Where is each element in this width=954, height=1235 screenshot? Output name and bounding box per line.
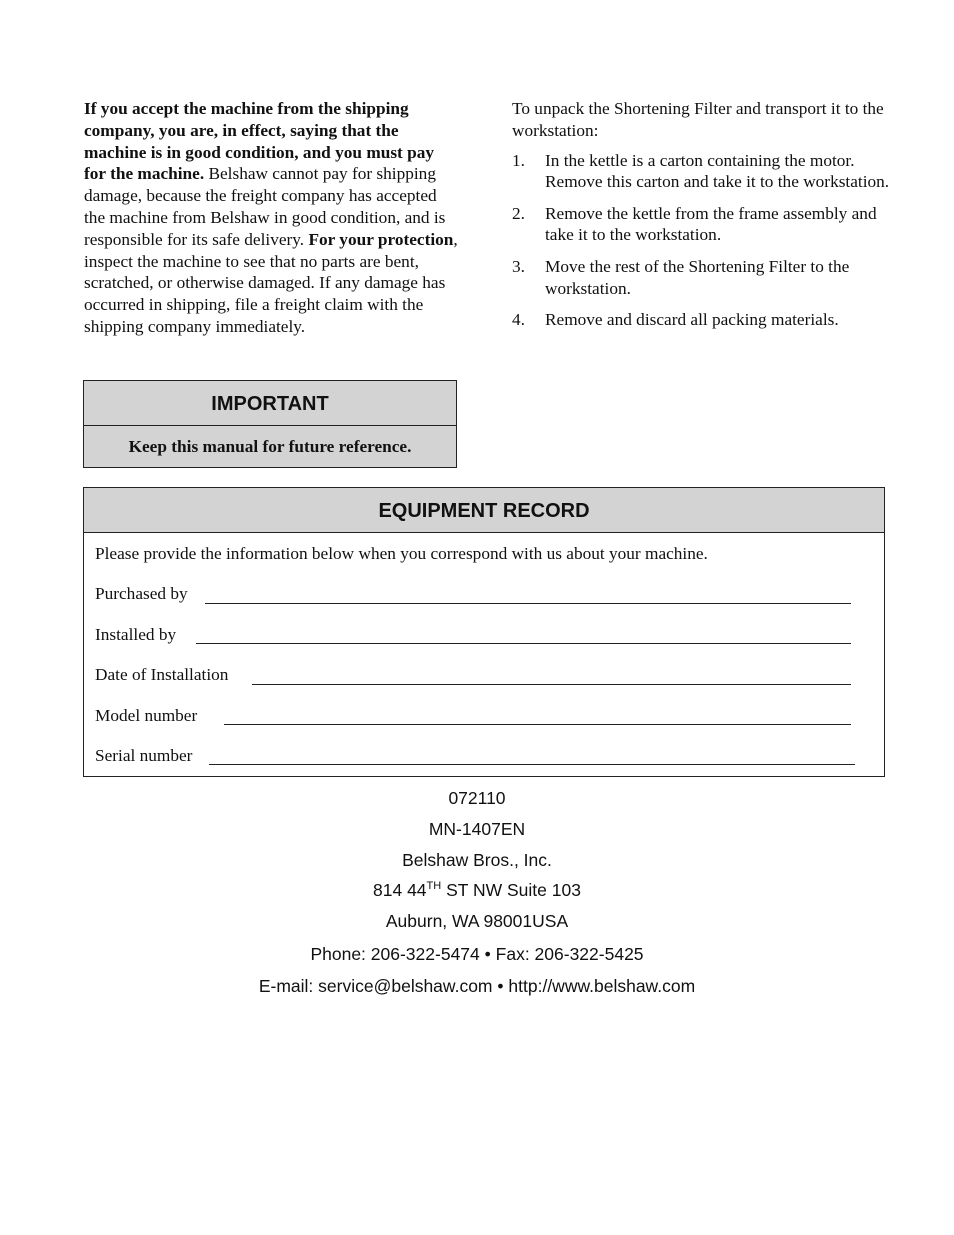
important-body: Keep this manual for future reference.: [128, 437, 412, 456]
unpack-intro: To unpack the Shortening Filter and transport it to the workstation:: [512, 99, 884, 140]
address-number: 814 44: [373, 880, 427, 900]
equipment-record-heading: EQUIPMENT RECORD: [84, 488, 884, 533]
protection-bold: For your protection: [308, 229, 454, 249]
shipping-notice-bold: If you accept the machine from the shipping company, you are, in effect, saying that the machine is in good condition, and you must pay for the machine.: [84, 99, 435, 184]
bullet-separator: •: [497, 976, 504, 996]
unpack-step: [512, 256, 892, 300]
installed-by-field[interactable]: [196, 643, 851, 644]
address-street: ST NW Suite 103: [441, 880, 581, 900]
installed-by-label: Installed by: [95, 625, 177, 644]
unpack-instructions: [512, 98, 892, 340]
step-number: 1.: [512, 150, 525, 170]
unpack-steps: [512, 150, 892, 331]
document-code: 072110: [448, 788, 506, 808]
step-text: Move the rest of the Shortening Filter to the workstation.: [545, 256, 850, 298]
unpack-step: [512, 150, 892, 194]
phone-fax-line: [0, 944, 954, 965]
bullet-separator: •: [484, 944, 491, 964]
company-name: Belshaw Bros., Inc.: [402, 850, 552, 870]
email-address[interactable]: E-mail: service@belshaw.com: [258, 976, 493, 996]
installation-date-field[interactable]: [252, 684, 851, 685]
important-heading: IMPORTANT: [84, 381, 456, 426]
address-superscript: TH: [426, 880, 442, 892]
fax-number: Fax: 206-322-5425: [495, 944, 644, 964]
protection-text: , inspect the machine to see that no parts are bent, scratched, or otherwise damaged. If any damage has occurred in shipping, file a freight claim with the shipping company immediately.: [84, 229, 458, 336]
shipping-notice-text: Belshaw cannot pay for shipping damage, because the freight company has accepted the machine from Belshaw in good condition, and is responsible for its safe delivery.: [84, 164, 446, 249]
purchased-by-field[interactable]: [205, 603, 851, 604]
step-text: In the kettle is a carton containing the motor. Remove this carton and take it to the workstation.: [545, 150, 890, 192]
step-number: 2.: [512, 203, 525, 223]
purchased-by-label: Purchased by: [95, 584, 188, 603]
installation-date-label: Date of Installation: [95, 665, 229, 684]
equipment-record-intro: Please provide the information below when you correspond with us about your machine.: [95, 544, 708, 563]
unpack-step: [512, 309, 892, 331]
important-box: [83, 380, 457, 468]
serial-number-label: Serial number: [95, 746, 193, 765]
equipment-record-box: [83, 487, 885, 777]
street-address: [0, 880, 954, 901]
serial-number-field[interactable]: [209, 764, 855, 765]
step-number: 4.: [512, 309, 525, 329]
unpack-step: [512, 203, 892, 247]
city-address: Auburn, WA 98001USA: [385, 911, 569, 931]
shipping-notice: [84, 98, 458, 338]
manual-number: MN-1407EN: [428, 819, 526, 839]
step-text: Remove the kettle from the frame assembly and take it to the workstation.: [545, 203, 877, 245]
model-number-label: Model number: [95, 706, 198, 725]
step-number: 3.: [512, 256, 525, 276]
step-text: Remove and discard all packing materials.: [545, 309, 839, 329]
phone-number: Phone: 206-322-5474: [310, 944, 480, 964]
contact-line: [0, 976, 954, 997]
website-link[interactable]: http://www.belshaw.com: [508, 976, 696, 996]
model-number-field[interactable]: [224, 724, 851, 725]
